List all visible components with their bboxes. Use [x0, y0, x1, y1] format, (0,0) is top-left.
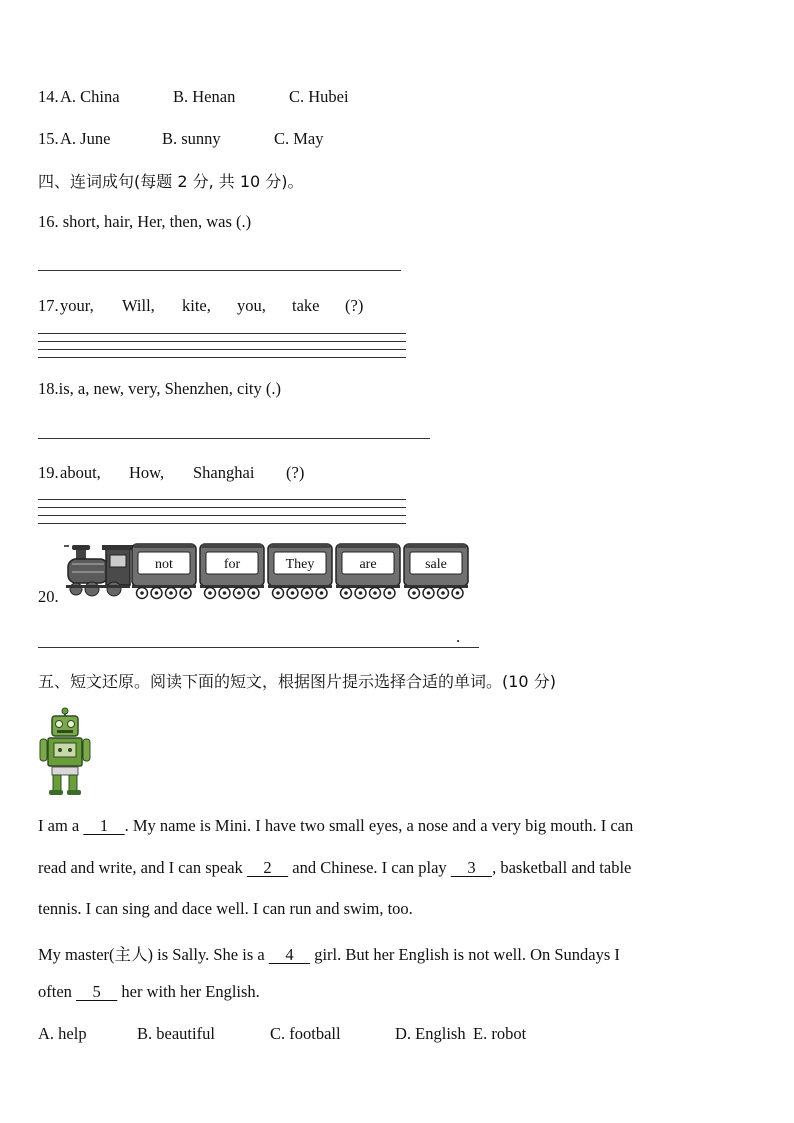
- word: Shanghai: [193, 463, 255, 482]
- word: you,: [237, 296, 266, 315]
- passage-text: often: [38, 982, 77, 1001]
- section-5-heading: 五、短文还原。阅读下面的短文，根据图片提示选择合适的单词。(10 分): [38, 672, 556, 691]
- option-c: C. May: [274, 129, 324, 148]
- train-icon: [62, 541, 472, 603]
- blank-4[interactable]: 4: [268, 945, 311, 964]
- question-number: 16.: [38, 212, 59, 231]
- train-car: [268, 544, 332, 599]
- word: (?): [345, 296, 364, 315]
- question-number: 18.: [38, 379, 59, 398]
- option-a: A. June: [60, 129, 111, 148]
- option-b: B. beautiful: [137, 1024, 215, 1043]
- question-18: [38, 379, 281, 399]
- option-a: A. help: [38, 1024, 87, 1043]
- car-word: They: [285, 557, 315, 572]
- option-e: E. robot: [473, 1024, 527, 1043]
- word: your,: [60, 296, 94, 315]
- word: (?): [286, 463, 305, 482]
- passage-text: read and write, and I can speak: [38, 858, 247, 877]
- option-c: C. football: [270, 1024, 341, 1043]
- blank-1[interactable]: 1: [83, 816, 125, 835]
- robot-icon: [38, 707, 92, 797]
- word: How,: [129, 463, 165, 482]
- robot-illustration: [38, 707, 92, 797]
- question-number: 14.: [38, 87, 59, 106]
- passage-line-3: tennis. I can sing and dace well. I can run and swim, too.: [38, 899, 413, 918]
- car-word: are: [359, 557, 377, 572]
- question-number: 19.: [38, 463, 59, 482]
- locomotive: [64, 545, 134, 596]
- passage-line-2: [38, 858, 631, 878]
- question-words: is, a, new, very, Shenzhen, city (.): [58, 379, 281, 398]
- end-period: .: [456, 627, 461, 646]
- question-20-number: 20.: [38, 587, 59, 606]
- option-d: D. English: [395, 1024, 466, 1043]
- word: kite,: [182, 296, 211, 315]
- question-number: 17.: [38, 296, 59, 315]
- answer-line[interactable]: [38, 647, 479, 648]
- option-b: B. sunny: [162, 129, 221, 148]
- answer-line[interactable]: [38, 438, 430, 439]
- blank-5[interactable]: 5: [76, 982, 118, 1001]
- passage-line-1: [38, 816, 633, 836]
- car-word: sale: [425, 557, 447, 572]
- blank-2[interactable]: 2: [246, 858, 289, 877]
- question-16: [38, 212, 251, 232]
- section-4-heading: 四、连词成句(每题 2 分, 共 10 分)。: [38, 172, 304, 191]
- question-15: [38, 129, 438, 151]
- train-car: [404, 544, 468, 599]
- passage-text: her with her English.: [117, 982, 260, 1001]
- question-number: 15.: [38, 129, 59, 148]
- answer-options: [38, 1024, 598, 1046]
- passage-line-5: [38, 982, 260, 1002]
- passage-text: . My name is Mini. I have two small eyes, a nose and a very big mouth. I can: [124, 816, 634, 835]
- word: Will,: [122, 296, 155, 315]
- question-14: [38, 87, 438, 109]
- option-b: B. Henan: [173, 87, 236, 106]
- answer-line[interactable]: [38, 270, 401, 271]
- passage-text: I am a: [38, 816, 84, 835]
- train-car: [200, 544, 264, 599]
- train-cars: [132, 544, 468, 599]
- car-word: not: [155, 557, 173, 572]
- blank-3[interactable]: 3: [450, 858, 493, 877]
- train-car: [336, 544, 400, 599]
- question-words: short, hair, Her, then, was (.): [58, 212, 252, 231]
- word: take: [292, 296, 320, 315]
- option-a: A. China: [60, 87, 120, 106]
- question-17: [38, 296, 418, 318]
- passage-text: girl. But her English is not well. On Sundays I: [310, 945, 620, 964]
- passage-text: and Chinese. I can play: [288, 858, 451, 877]
- passage-line-4: [38, 941, 620, 965]
- word: about,: [60, 463, 101, 482]
- passage-text: , basketball and table: [492, 858, 632, 877]
- train-car: [132, 544, 196, 599]
- option-c: C. Hubei: [289, 87, 349, 106]
- train-illustration: [62, 541, 472, 603]
- car-word: for: [223, 557, 241, 572]
- passage-text: My master(主人) is Sally. She is a: [38, 945, 269, 964]
- question-19: [38, 463, 418, 485]
